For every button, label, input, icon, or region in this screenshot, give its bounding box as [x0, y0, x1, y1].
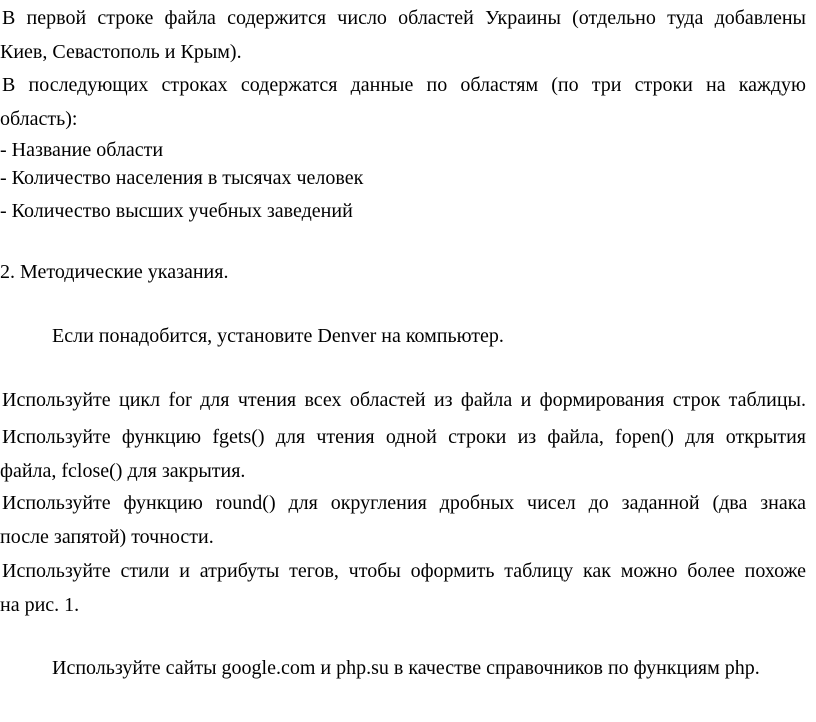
para2-line2: область):	[0, 108, 78, 130]
references-line: Используйте сайты google.com и php.su в качестве справочников по функциям php.	[52, 657, 760, 679]
para2-line1: В последующих строках содержатся данные по областям (по три строки на каждую	[2, 74, 806, 96]
list-item: - Количество населения в тысячах человек	[0, 167, 364, 189]
tip-styles-line2: на рис. 1.	[0, 594, 80, 616]
tip-for-line: Используйте цикл for для чтения всех областей из файла и формирования строк таблицы.	[2, 389, 806, 411]
tip-fgets-line1: Используйте функцию fgets() для чтения одной строки из файла, fopen() для открытия	[2, 426, 806, 448]
list-item: - Название области	[0, 139, 164, 161]
list-item: - Количество высших учебных заведений	[0, 200, 353, 222]
tip-round-line2: после запятой) точности.	[0, 526, 214, 548]
para1-line1: В первой строке файла содержится число областей Украины (отдельно туда добавлены	[2, 7, 806, 29]
tip-round-line1: Используйте функцию round() для округления дробных чисел до заданной (два знака	[2, 492, 806, 514]
tip-fgets-line2: файла, fclose() для закрытия.	[0, 460, 246, 482]
denver-line: Если понадобится, установите Denver на компьютер.	[52, 325, 504, 347]
para1-line2: Киев, Севастополь и Крым).	[0, 41, 242, 63]
tip-styles-line1: Используйте стили и атрибуты тегов, чтобы оформить таблицу как можно более похоже	[2, 560, 806, 582]
section-heading: 2. Методические указания.	[0, 261, 229, 283]
